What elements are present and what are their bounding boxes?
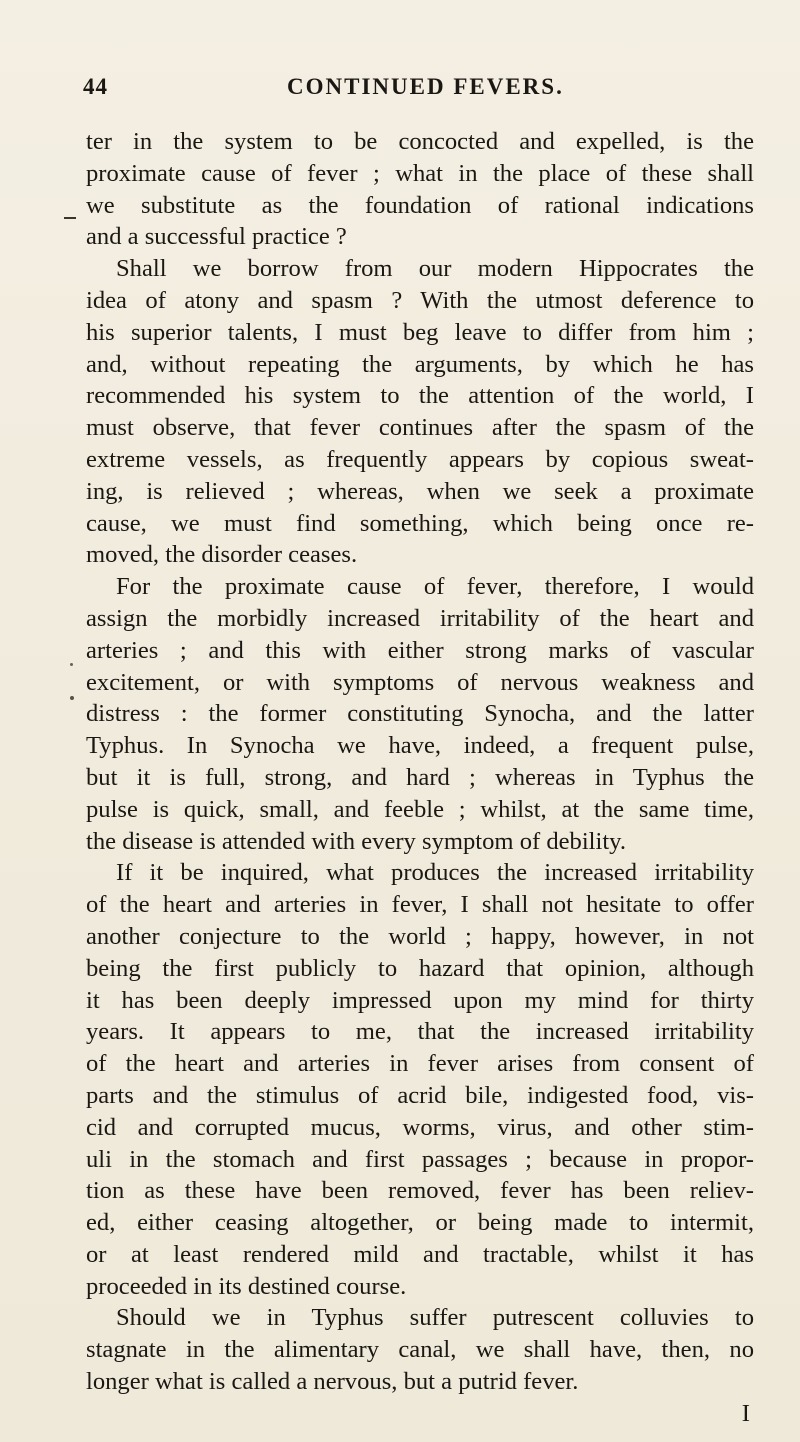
text-line: proceeded in its destined course. — [86, 1272, 407, 1300]
text-line: it has been deeply impressed upon my mind for thirty — [86, 986, 754, 1014]
page-number: 44 — [83, 74, 108, 99]
text-line: excitement, or with symptoms of nervous weakness and — [86, 668, 754, 696]
text-line: and a successful practice ? — [86, 223, 347, 251]
body-text — [86, 126, 754, 1430]
margin-speck — [70, 696, 74, 700]
text-line: pulse is quick, small, and feeble ; whilst, at the same time, — [86, 795, 754, 823]
text-line: of the heart and arteries in fever arises from consent of — [86, 1050, 754, 1078]
text-line: moved, the disorder ceases. — [86, 541, 358, 569]
running-head — [0, 74, 800, 114]
margin-speck — [70, 663, 73, 666]
text-line: tion as these have been removed, fever has been reliev- — [86, 1177, 754, 1205]
text-line: ter in the system to be concocted and expelled, is the — [86, 128, 754, 155]
margin-mark — [64, 217, 76, 219]
text-line: we substitute as the foundation of rational indications — [86, 191, 754, 219]
running-title: CONTINUED FEVERS. — [287, 74, 564, 99]
text-line: the disease is attended with every symptom of debility. — [86, 827, 627, 855]
text-line: Shall we borrow from our modern Hippocrates the — [116, 255, 754, 283]
text-line: extreme vessels, as frequently appears by copious sweat- — [86, 445, 754, 473]
text-line: assign the morbidly increased irritability of the heart and — [86, 604, 754, 632]
text-line: idea of atony and spasm ? With the utmost deference to — [86, 286, 754, 314]
text-line: uli in the stomach and first passages ; because in propor- — [86, 1145, 754, 1173]
text-line: of the heart and arteries in fever, I shall not hesitate to offer — [86, 891, 754, 919]
text-line: longer what is called a nervous, but a putrid fever. — [86, 1368, 579, 1396]
text-line: his superior talents, I must beg leave to differ from him ; — [86, 318, 754, 346]
text-line: or at least rendered mild and tractable, whilst it has — [86, 1240, 754, 1268]
text-line: distress : the former constituting Synocha, and the latter — [86, 700, 754, 728]
text-line: must observe, that fever continues after the spasm of the — [86, 414, 754, 442]
text-line: cause, we must find something, which being once re- — [86, 509, 754, 537]
catchword: I — [741, 1399, 750, 1427]
text-line: being the first publicly to hazard that opinion, although — [86, 954, 754, 982]
text-line: parts and the stimulus of acrid bile, indigested food, vis- — [86, 1081, 754, 1109]
text-line: recommended his system to the attention of the world, I — [86, 382, 754, 410]
text-line: Should we in Typhus suffer putrescent colluvies to — [116, 1304, 754, 1332]
text-line: but it is full, strong, and hard ; whereas in Typhus the — [86, 763, 754, 791]
text-line: proximate cause of fever ; what in the place of these shall — [86, 159, 754, 187]
text-line: ing, is relieved ; whereas, when we seek a proximate — [86, 477, 754, 505]
text-line: arteries ; and this with either strong marks of vascular — [86, 636, 754, 664]
text-line: If it be inquired, what produces the increased irritability — [116, 859, 754, 887]
text-line: Typhus. In Synocha we have, indeed, a frequent pulse, — [86, 732, 754, 760]
text-line: years. It appears to me, that the increased irritability — [86, 1018, 754, 1046]
text-line: ed, either ceasing altogether, or being made to intermit, — [86, 1209, 754, 1237]
text-line: cid and corrupted mucus, worms, virus, and other stim- — [86, 1113, 754, 1141]
text-line: and, without repeating the arguments, by which he has — [86, 350, 754, 378]
text-line: For the proximate cause of fever, therefore, I would — [116, 573, 754, 601]
text-line: another conjecture to the world ; happy, however, in not — [86, 922, 754, 950]
text-line: stagnate in the alimentary canal, we shall have, then, no — [86, 1336, 754, 1364]
